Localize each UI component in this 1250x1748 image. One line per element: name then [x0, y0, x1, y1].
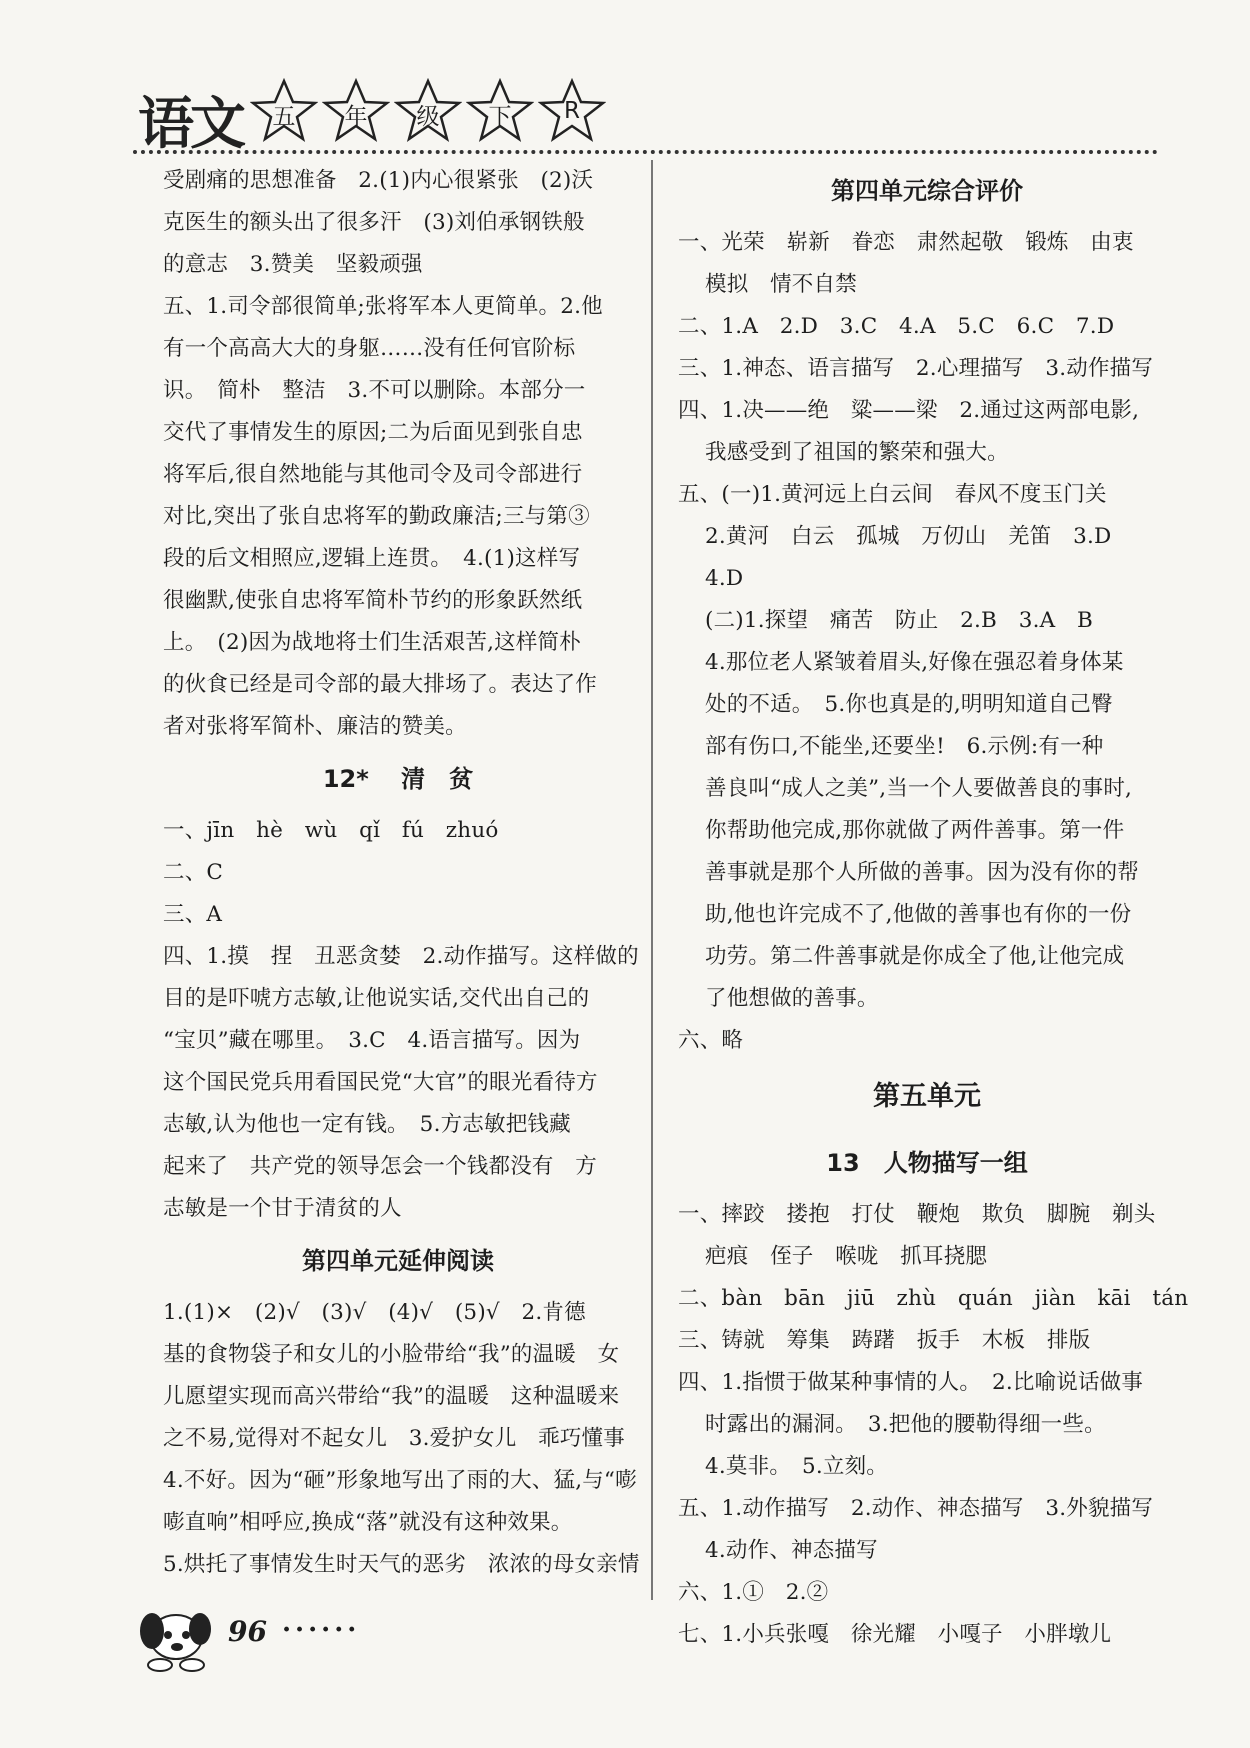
answer-line: 疤痕 侄子 喉咙 抓耳挠腮 [705, 1244, 988, 1269]
subject-title: 语文 [138, 92, 242, 157]
answer-line: 2.黄河 白云 孤城 万仞山 羌笛 3.D [705, 524, 1112, 549]
answer-line: 受剧痛的思想准备 2.(1)内心很紧张 (2)沃 [163, 168, 594, 193]
answer-line: 有一个高高大大的身躯……没有任何官阶标 [163, 336, 576, 361]
answer-line: 一、jīn hè wù qǐ fú zhuó [163, 818, 499, 843]
section-heading: 13 人物描写一组 [826, 1149, 1028, 1177]
answer-line: 你帮助他完成,那你就做了两件善事。第一件 [705, 818, 1125, 843]
answer-line: 功劳。第二件善事就是你成全了他,让他完成 [705, 944, 1125, 969]
answer-line: 五、(一)1.黄河远上白云间 春风不度玉门关 [678, 482, 1107, 507]
answer-line: 4.动作、神态描写 [705, 1538, 878, 1563]
answer-line: 三、1.神态、语言描写 2.心理描写 3.动作描写 [678, 356, 1154, 381]
answer-line: 二、C [163, 860, 224, 885]
answer-line: 七、1.小兵张嘎 徐光耀 小嘎子 小胖墩儿 [678, 1622, 1112, 1647]
answer-line: 者对张将军简朴、廉洁的赞美。 [163, 714, 467, 739]
badge-text: R [564, 98, 580, 124]
answer-line: 善事就是那个人所做的善事。因为没有你的帮 [705, 860, 1140, 885]
header-dotted-divider [133, 150, 1158, 154]
answer-line: 的意志 3.赞美 坚毅顽强 [163, 252, 423, 277]
answer-line: 对比,突出了张自忠将军的勤政廉洁;三与第③ [163, 504, 590, 529]
answer-line: 六、略 [678, 1028, 744, 1053]
answer-line: 部有伤口,不能坐,还要坐! 6.示例:有一种 [705, 734, 1104, 759]
answer-line: 4.D [705, 566, 744, 591]
answer-line: 模拟 情不自禁 [705, 272, 857, 297]
page-header [130, 72, 1160, 157]
page-number-dots: ······ [282, 1615, 361, 1645]
answer-line: 克医生的额头出了很多汗 (3)刘伯承钢铁般 [163, 210, 585, 235]
answer-line: 起来了 共产党的领导怎会一个钱都没有 方 [163, 1154, 598, 1179]
answer-line: 的伙食已经是司令部的最大排场了。表达了作 [163, 672, 598, 697]
answer-line: 二、bàn bān jiū zhù quán jiàn kāi tán [678, 1286, 1189, 1311]
badge-text: 五 [272, 104, 296, 130]
left-column [163, 160, 640, 1586]
answer-line: (二)1.探望 痛苦 防止 2.B 3.A B [705, 608, 1094, 633]
star-badge-1 [250, 78, 318, 142]
star-badge-3 [394, 78, 462, 142]
answer-line: 一、光荣 崭新 眷恋 肃然起敬 锻炼 由衷 [678, 230, 1134, 255]
answer-line: 识。 简朴 整洁 3.不可以删除。本部分一 [163, 378, 586, 403]
answer-line: 交代了事情发生的原因;二为后面见到张自忠 [163, 420, 583, 445]
answer-line: 四、1.决——绝 粱——梁 2.通过这两部电影, [678, 398, 1140, 423]
answer-line: 儿愿望实现而高兴带给“我”的温暖 这种温暖来 [163, 1384, 620, 1409]
badge-text: 年 [344, 104, 368, 130]
answer-line: 志敏是一个甘于清贫的人 [163, 1196, 402, 1221]
answer-line: 二、1.A 2.D 3.C 4.A 5.C 6.C 7.D [678, 314, 1115, 339]
answer-line: 很幽默,使张自忠将军简朴节约的形象跃然纸 [163, 588, 583, 613]
answer-line: “宝贝”藏在哪里。 3.C 4.语言描写。因为 [163, 1028, 581, 1053]
answer-line: 之不易,觉得对不起女儿 3.爱护女儿 乖巧懂事 [163, 1426, 625, 1451]
answer-line: 目的是吓唬方志敏,让他说实话,交代出自己的 [163, 986, 590, 1011]
answer-line: 四、1.指惯于做某种事情的人。 2.比喻说话做事 [678, 1370, 1144, 1395]
answer-line: 5.烘托了事情发生时天气的恶劣 浓浓的母女亲情 [163, 1552, 640, 1577]
answer-line: 这个国民党兵用看国民党“大官”的眼光看待方 [163, 1070, 598, 1095]
puppy-mascot-icon [130, 1595, 225, 1673]
answer-line: 1.(1)× (2)√ (3)√ (4)√ (5)√ 2.肯德 [163, 1300, 586, 1325]
answer-line: 了他想做的善事。 [705, 986, 879, 1011]
answer-line: 四、1.摸 捏 丑恶贪婪 2.动作描写。这样做的 [163, 944, 639, 969]
section-heading: 12* 清 贫 [322, 765, 474, 793]
page-number: 96 [228, 1615, 267, 1648]
answer-line: 志敏,认为他也一定有钱。 5.方志敏把钱藏 [163, 1112, 571, 1137]
answer-line: 将军后,很自然地能与其他司令及司令部进行 [163, 462, 583, 487]
answer-line: 时露出的漏洞。 3.把他的腰勒得细一些。 [705, 1412, 1106, 1437]
answer-line: 六、1.① 2.② [678, 1580, 829, 1605]
answer-line: 4.不好。因为“砸”形象地写出了雨的大、猛,与“嘭 [163, 1468, 637, 1493]
answer-line: 基的食物袋子和女儿的小脸带给“我”的温暖 女 [163, 1342, 620, 1367]
answer-line: 三、A [163, 902, 223, 927]
column-divider [651, 160, 653, 1600]
answer-line: 助,他也许完成不了,他做的善事也有你的一份 [705, 902, 1132, 927]
answer-line: 三、铸就 筹集 踌躇 扳手 木板 排版 [678, 1328, 1091, 1353]
answer-line: 段的后文相照应,逻辑上连贯。 4.(1)这样写 [163, 546, 581, 571]
answer-line: 上。 (2)因为战地将士们生活艰苦,这样简朴 [163, 630, 581, 655]
star-badge-5 [538, 78, 606, 142]
answer-line: 善良叫“成人之美”,当一个人要做善良的事时, [705, 776, 1133, 801]
unit-heading: 第五单元 [873, 1081, 981, 1112]
star-badge-4 [466, 78, 534, 142]
badge-text: 下 [488, 104, 512, 130]
section-heading: 第四单元综合评价 [831, 177, 1023, 205]
section-heading: 第四单元延伸阅读 [302, 1247, 494, 1275]
answer-line: 处的不适。 5.你也真是的,明明知道自己臀 [705, 692, 1113, 717]
answer-line: 4.那位老人紧皱着眉头,好像在强忍着身体某 [705, 650, 1124, 675]
answer-line: 嘭直响”相呼应,换成“落”就没有这种效果。 [163, 1510, 573, 1535]
right-column [678, 160, 1189, 1656]
answer-line: 五、1.司令部很简单;张将军本人更简单。2.他 [163, 294, 603, 319]
page-footer [130, 1595, 430, 1675]
badge-text: 级 [416, 104, 440, 130]
star-badge-2 [322, 78, 390, 142]
answer-line: 4.莫非。 5.立刻。 [705, 1454, 888, 1479]
answer-line: 五、1.动作描写 2.动作、神态描写 3.外貌描写 [678, 1496, 1154, 1521]
answer-line: 一、摔跤 搂抱 打仗 鞭炮 欺负 脚腕 剃头 [678, 1202, 1156, 1227]
answer-line: 我感受到了祖国的繁荣和强大。 [705, 440, 1009, 465]
